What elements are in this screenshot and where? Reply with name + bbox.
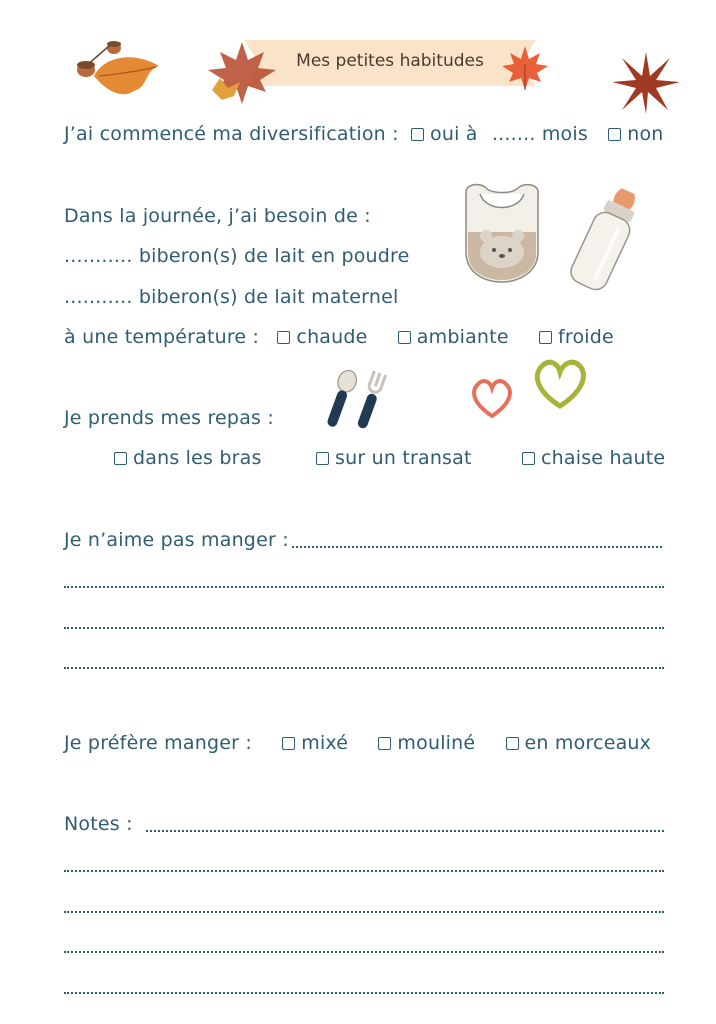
baby-utensils-icon — [318, 366, 394, 436]
notes-line[interactable] — [64, 951, 664, 953]
option-mixe-label: mixé — [301, 732, 349, 754]
dislikes-line[interactable] — [64, 627, 664, 629]
temperature-row — [64, 325, 614, 349]
dislikes-line[interactable] — [64, 667, 664, 669]
diversification-label: J’ai commencé ma diversification : — [64, 123, 399, 145]
breast-row — [64, 285, 398, 309]
checkbox-non[interactable] — [608, 128, 621, 141]
option-chaise-haute-label: chaise haute — [541, 447, 666, 469]
daily-label: Dans la journée, j’ai besoin de : — [64, 205, 371, 227]
notes-line[interactable] — [64, 992, 664, 994]
notes-line[interactable] — [64, 870, 664, 872]
checkbox-mouline[interactable] — [378, 737, 391, 750]
option-sur-un-transat-label: sur un transat — [335, 447, 472, 469]
maple-leaf-icon — [202, 38, 282, 110]
checkbox-oui[interactable] — [411, 128, 424, 141]
option-en-morceaux-label: en morceaux — [524, 732, 652, 754]
powder-label: biberon(s) de lait en poudre — [138, 245, 410, 267]
checkbox-froide[interactable] — [539, 331, 552, 344]
powder-row — [64, 244, 410, 268]
bib-icon — [456, 182, 548, 284]
dislikes-line[interactable] — [64, 586, 664, 588]
meals-option-1 — [114, 446, 262, 470]
page-title: Mes petites habitudes — [296, 51, 484, 71]
option-dans-les-bras-label: dans les bras — [133, 447, 262, 469]
powder-blank[interactable]: ........... — [64, 245, 133, 267]
checkbox-en-morceaux[interactable] — [506, 737, 519, 750]
heart-icon — [530, 354, 590, 412]
checkbox-sur-un-transat[interactable] — [316, 452, 329, 465]
meals-option-3 — [522, 446, 665, 470]
checkbox-mixe[interactable] — [282, 737, 295, 750]
heart-icon — [468, 374, 516, 422]
option-froide-label: froide — [557, 326, 614, 348]
acorn-leaf-icon — [64, 36, 174, 106]
checkbox-chaude[interactable] — [277, 331, 290, 344]
option-ambiante-label: ambiante — [416, 326, 509, 348]
checkbox-dans-les-bras[interactable] — [114, 452, 127, 465]
dislikes-label: Je n’aime pas manger : — [64, 529, 289, 551]
option-non-label: non — [627, 123, 664, 145]
diversification-row — [64, 122, 664, 146]
meals-option-2 — [316, 446, 472, 470]
checkbox-chaise-haute[interactable] — [522, 452, 535, 465]
breast-label: biberon(s) de lait maternel — [138, 286, 399, 308]
temperature-label: à une température : — [64, 326, 260, 348]
meals-label: Je prends mes repas : — [64, 407, 274, 429]
prefers-label: Je préfère manger : — [64, 732, 252, 754]
maple-leaf-icon — [500, 44, 550, 94]
maple-leaf-icon — [608, 48, 684, 118]
notes-line[interactable] — [64, 911, 664, 913]
option-mouline-label: mouliné — [397, 732, 476, 754]
option-chaude-label: chaude — [296, 326, 368, 348]
prefers-row — [64, 731, 651, 755]
checkbox-ambiante[interactable] — [398, 331, 411, 344]
dislikes-line[interactable] — [292, 546, 662, 548]
breast-blank[interactable]: ........... — [64, 286, 133, 308]
option-oui-label: oui à — [430, 123, 478, 145]
notes-label: Notes : — [64, 813, 133, 835]
months-blank[interactable]: ....... — [491, 123, 536, 145]
notes-line[interactable] — [146, 830, 664, 832]
months-unit: mois — [541, 123, 588, 145]
baby-bottle-icon — [560, 184, 650, 298]
